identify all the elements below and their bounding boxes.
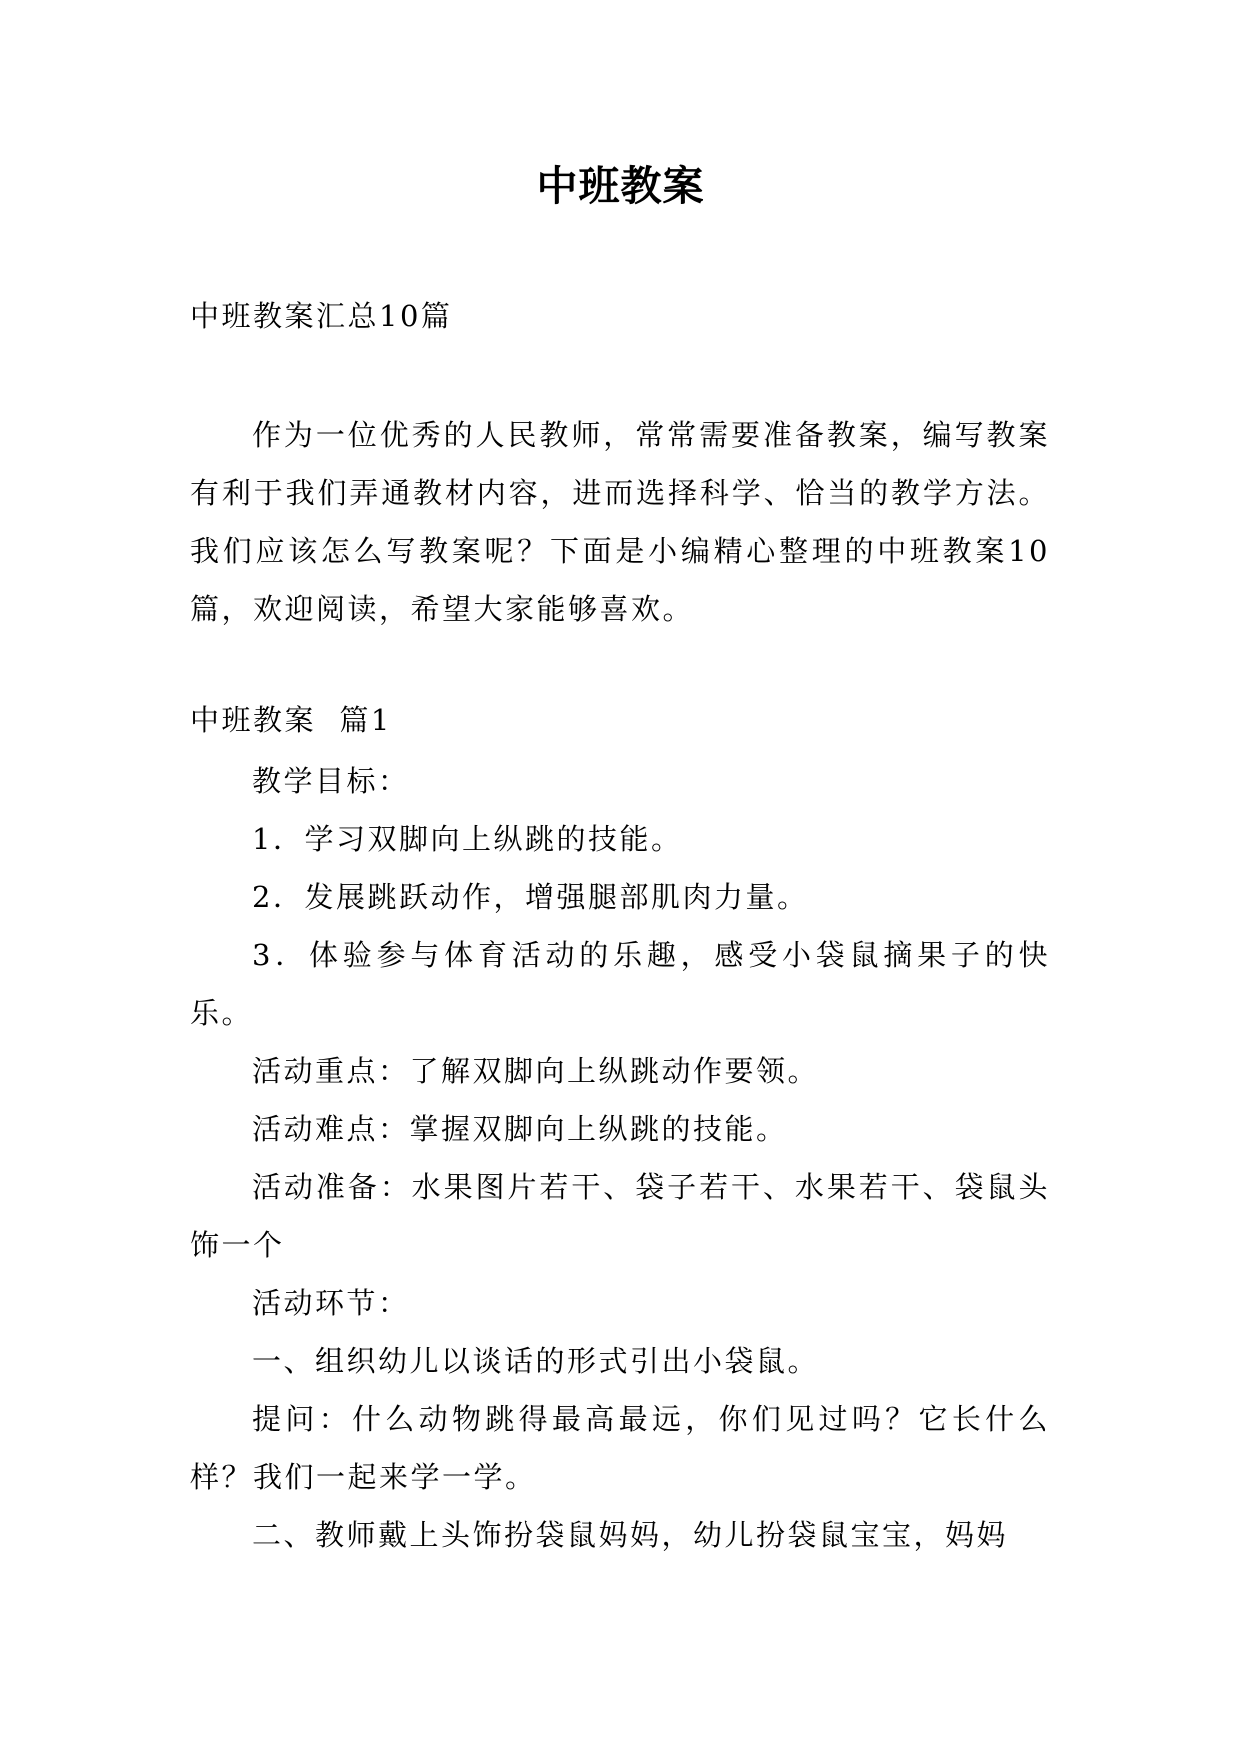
paragraph-goal-2: 2．发展跳跃动作，增强腿部肌肉力量。 — [252, 880, 809, 914]
intro-paragraph: 作为一位优秀的人民教师，常常需要准备教案，编写教案有利于我们弄通教材内容，进而选择科学、恰当的教学方法。我们应该怎么写教案呢？下面是小编精心整理的中班教案10篇，欢迎阅读，希望大家能够喜欢。 — [190, 418, 1050, 626]
document-title: 中班教案 — [536, 162, 705, 210]
paragraph-goal-1: 1．学习双脚向上纵跳的技能。 — [252, 822, 683, 856]
summary-title: 中班教案汇总10篇 — [190, 299, 453, 333]
paragraph-key-point: 活动重点：了解双脚向上纵跳动作要领。 — [252, 1054, 820, 1088]
paragraph-teaching-goals: 教学目标： — [252, 764, 410, 798]
section-heading: 中班教案 篇1 — [190, 703, 392, 737]
paragraph-difficulty: 活动难点：掌握双脚向上纵跳的技能。 — [252, 1112, 788, 1146]
paragraph-activity-steps: 活动环节： — [252, 1286, 410, 1320]
lesson-body — [190, 752, 1050, 1564]
paragraph-preparation: 活动准备：水果图片若干、袋子若干、水果若干、袋鼠头饰一个 — [190, 1170, 1050, 1262]
paragraph-question: 提问：什么动物跳得最高最远，你们见过吗？它长什么样？我们一起来学一学。 — [190, 1402, 1050, 1494]
paragraph-goal-3: 3．体验参与体育活动的乐趣，感受小袋鼠摘果子的快乐。 — [190, 938, 1050, 1030]
paragraph-step-2: 二、教师戴上头饰扮袋鼠妈妈，幼儿扮袋鼠宝宝，妈妈 — [252, 1518, 1009, 1552]
paragraph-step-1: 一、组织幼儿以谈话的形式引出小袋鼠。 — [252, 1344, 820, 1378]
